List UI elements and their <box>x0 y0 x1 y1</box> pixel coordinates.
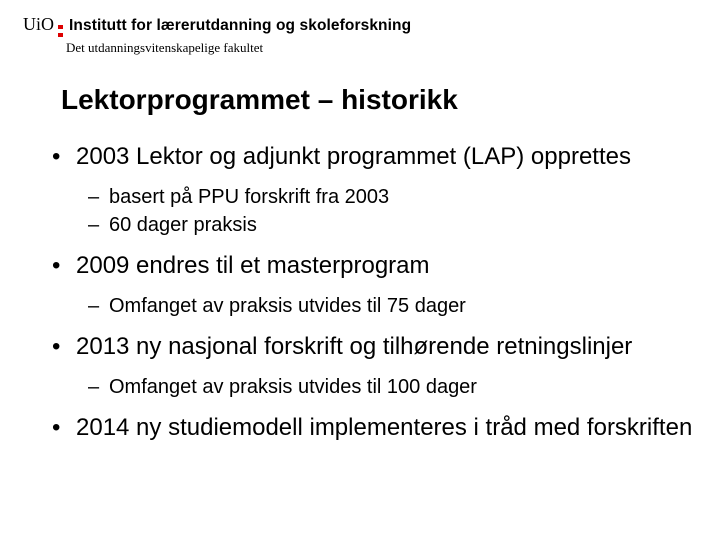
bullet-item <box>52 251 702 320</box>
bullet-text: 2003 Lektor og adjunkt programmet (LAP) opprettes <box>76 143 631 170</box>
sub-item-text: Omfanget av praksis utvides til 75 dager <box>109 295 466 317</box>
sub-list <box>88 373 702 401</box>
sub-item <box>88 211 702 239</box>
bullet-item <box>52 413 702 442</box>
sub-item-text: basert på PPU forskrift fra 2003 <box>109 186 390 208</box>
sub-item <box>88 183 702 211</box>
faculty-name: Det utdanningsvitenskapelige fakultet <box>66 40 264 55</box>
bullet-marker: • <box>52 333 61 360</box>
bullet-item <box>52 332 702 401</box>
sub-marker: – <box>88 295 100 317</box>
sub-marker: – <box>88 376 100 398</box>
logo-line <box>23 14 411 38</box>
bullet-text: 2014 ny studiemodell implementeres i tråd med forskriften <box>76 414 693 441</box>
institute-name: Institutt for lærerutdanning og skoleforskning <box>69 17 412 34</box>
bullet-list <box>52 142 702 454</box>
sub-item <box>88 292 702 320</box>
bullet-marker: • <box>52 252 61 279</box>
sub-marker: – <box>88 186 100 208</box>
sub-item-text: 60 dager praksis <box>109 214 257 236</box>
header <box>23 14 411 56</box>
bullet-text: 2013 ny nasjonal forskrift og tilhørende retningslinjer <box>76 333 633 360</box>
bullet-text: 2009 endres til et masterprogram <box>76 252 430 279</box>
bullet-marker: • <box>52 414 61 441</box>
sub-item <box>88 373 702 401</box>
sub-item-text: Omfanget av praksis utvides til 100 dager <box>109 376 477 398</box>
bullet-item <box>52 142 702 239</box>
sub-marker: – <box>88 214 100 236</box>
bullet-marker: • <box>52 143 61 170</box>
sub-list <box>88 183 702 239</box>
sub-list <box>88 292 702 320</box>
uio-logo: UiO <box>23 14 54 34</box>
slide-title: Lektorprogrammet – historikk <box>61 84 458 115</box>
logo-colon-icon <box>58 25 63 37</box>
